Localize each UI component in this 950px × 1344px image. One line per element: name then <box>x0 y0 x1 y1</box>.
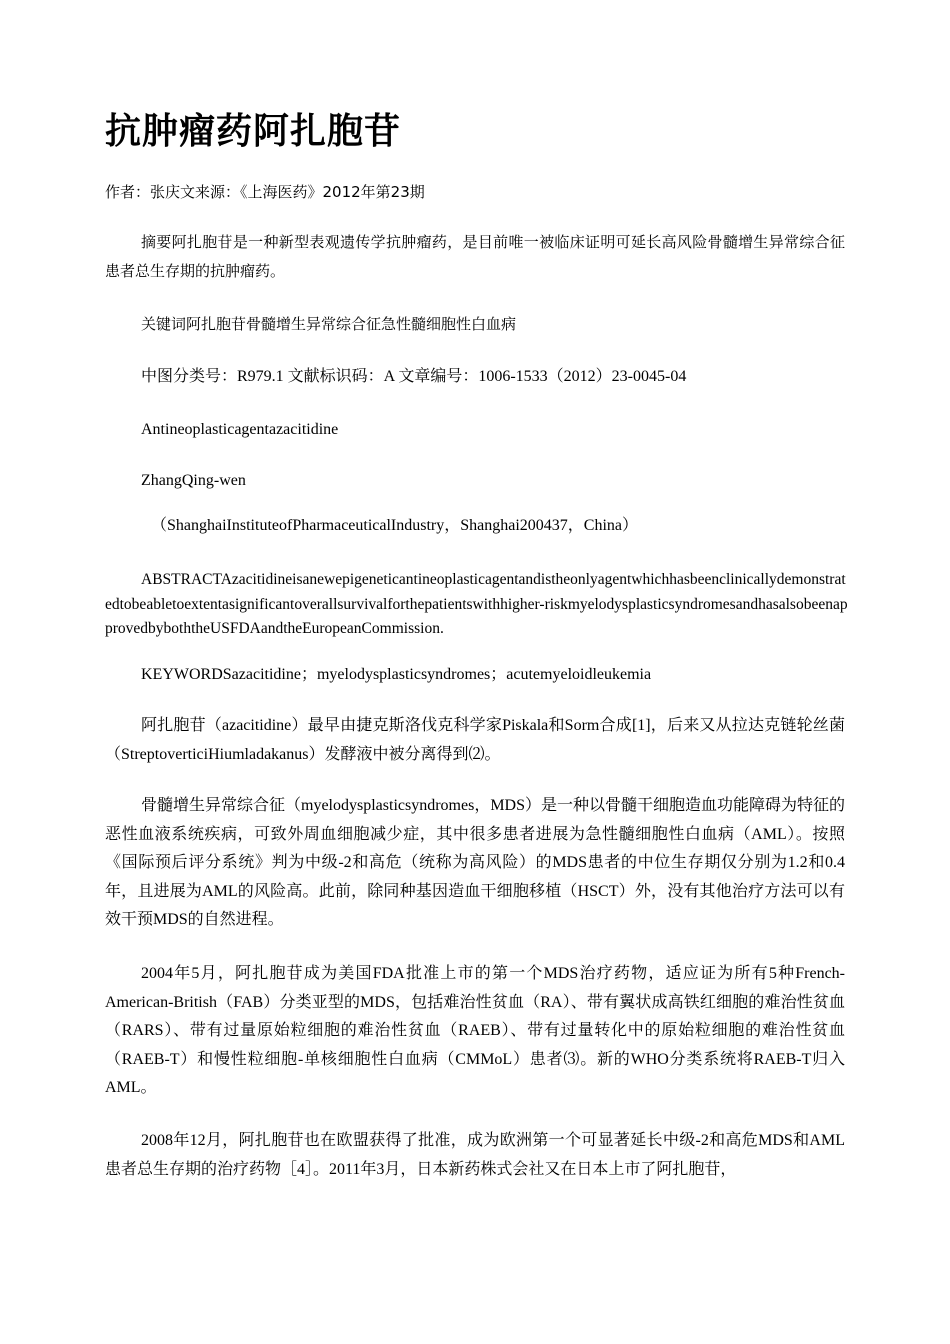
body-paragraph-1: 阿扎胞苷（azacitidine）最早由捷克斯洛伐克科学家Piskala和Sorm合成[1]，后来又从拉达克链轮丝菌（StreptoverticiHiumladakanus）发酵液中被分离得到⑵。 <box>105 717 845 763</box>
keywords-cn: 关键词阿扎胞苷骨髓增生异常综合征急性髓细胞性白血病 <box>141 315 517 333</box>
abstract-en: ABSTRACTAzacitidineisanewepigeneticantineoplasticagentandistheonlyagentwhichhasbeenclinicallydemonstratedtobeabletoextentasignificantoverallsurvivalforthepatientswithhigher-riskmyelodysplasticsyndromesandhasalsobeenapprovedbyboththeUSFDAandtheEuropeanCommission. <box>105 571 848 637</box>
abstract-cn: 摘要阿扎胞苷是一种新型表观遗传学抗肿瘤药，是目前唯一被临床证明可延长高风险骨髓增生异常综合征患者总生存期的抗肿瘤药。 <box>105 233 845 280</box>
english-affiliation: （ShanghaiInstituteofPharmaceuticalIndustry，Shanghai200437，China） <box>151 517 639 534</box>
article-title: 抗肿瘤药阿扎胞苷 <box>105 111 402 152</box>
body-paragraph-3: 2004年5月，阿扎胞苷成为美国FDA批准上市的第一个MDS治疗药物，适应证为所有5种French-American-British（FAB）分类亚型的MDS，包括难治性贫血（RA）、带有翼状成高铁红细胞的难治性贫血（RARS）、带有过量原始粒细胞的难治性贫血（RAEB）、带有过量转化中的原始粒细胞的难治性贫血（RAEB-T）和慢性粒细胞-单核细胞性白血病（CMMoL）患者⑶。新的WHO分类系统将RAEB-T归入AML。 <box>105 965 845 1096</box>
body-paragraph-4: 2008年12月，阿扎胞苷也在欧盟获得了批准，成为欧洲第一个可显著延长中级-2和高危MDS和AML患者总生存期的治疗药物［4］。2011年3月，日本新药株式会社又在日本上市了阿扎胞苷， <box>105 1132 845 1178</box>
english-author: ZhangQing-wen <box>141 472 246 489</box>
body-paragraph-2: 骨髓增生异常综合征（myelodysplasticsyndromes，MDS）是一种以骨髓干细胞造血功能障碍为特征的恶性血液系统疾病，可致外周血细胞减少症，其中很多患者进展为急性髓细胞性白血病（AML）。按照《国际预后评分系统》判为中级-2和高危（统称为高风险）的MDS患者的中位生存期仅分别为1.2和0.4年，且进展为AML的风险高。此前，除同种基因造血干细胞移植（HSCT）外，没有其他治疗方法可以有效干预MDS的自然进程。 <box>105 797 845 928</box>
article-meta: 作者：张庆文来源：《上海医药》2012年第23期 <box>105 183 425 201</box>
keywords-en: KEYWORDSazacitidine；myelodysplasticsyndromes；acutemyeloidleukemia <box>141 666 652 683</box>
english-title: Antineoplasticagentazacitidine <box>141 421 339 438</box>
classification: 中图分类号：R979.1 文献标识码：A 文章编号：1006-1533（2012）23-0045-04 <box>141 368 687 385</box>
